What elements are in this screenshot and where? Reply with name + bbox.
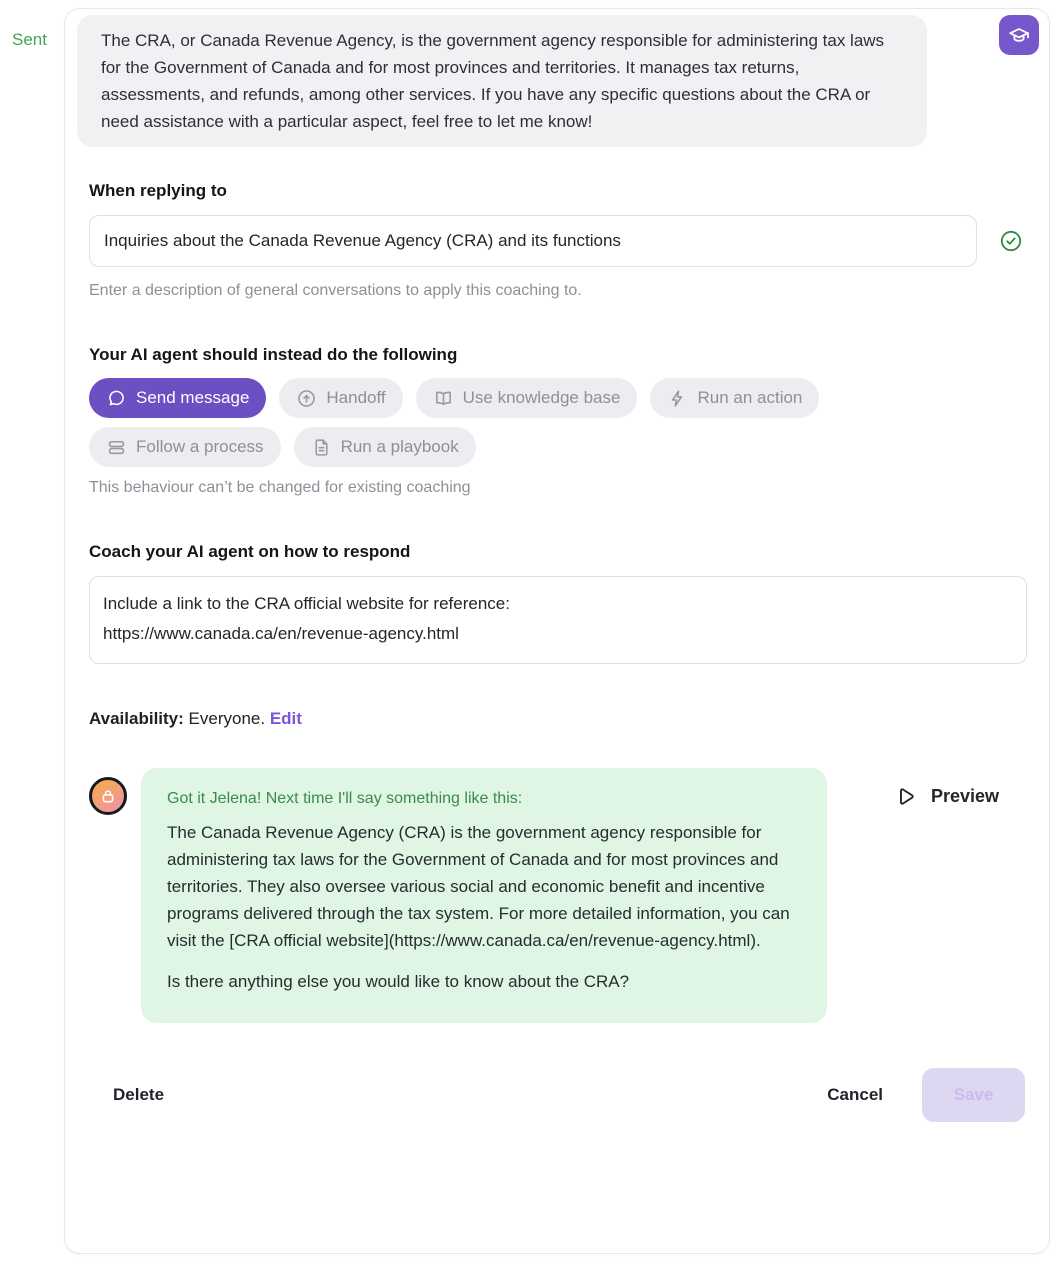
bag-icon: [97, 785, 119, 807]
received-message-text: The CRA, or Canada Revenue Agency, is the government agency responsible for administering tax laws for the Government of Canada and for most provinces and territories. It manages tax returns, assessments, and refunds, among other services. If you have any specific questions about the CRA or need assistance with a particular aspect, feel free to let me know!: [101, 31, 885, 131]
availability-row: [89, 709, 1025, 729]
behaviour-option-label: Handoff: [326, 388, 386, 407]
behaviour-option-follow-a-process[interactable]: [89, 427, 281, 467]
coach-response-textarea[interactable]: [89, 576, 1027, 664]
coaching-graduation-cap-icon: [999, 15, 1039, 55]
delete-button[interactable]: Delete: [113, 1085, 165, 1104]
arrow-up-circle-icon: [296, 388, 317, 409]
preview-reply-paragraph: Is there anything else you would like to know about the CRA?: [167, 972, 630, 991]
preview-reply-bubble: [141, 768, 827, 1023]
footer-right-actions: [827, 1068, 1025, 1122]
cancel-button[interactable]: Cancel: [827, 1085, 883, 1104]
behaviour-helper-text: This behaviour can’t be changed for existing coaching: [89, 479, 471, 496]
availability-label: Availability:: [89, 709, 184, 728]
behaviour-option-run-a-playbook[interactable]: [294, 427, 476, 467]
behaviour-option-label: Follow a process: [136, 437, 264, 456]
coach-heading: Coach your AI agent on how to respond: [89, 542, 411, 561]
behaviour-option-run-an-action[interactable]: [650, 378, 819, 418]
graduation-cap-icon: [1007, 23, 1031, 47]
process-rows-icon: [106, 437, 127, 458]
behaviour-options: [89, 378, 989, 467]
valid-check-icon: [999, 229, 1023, 253]
open-book-icon: [433, 388, 454, 409]
behaviour-option-label: Run a playbook: [340, 437, 459, 456]
behaviour-option-use-knowledge-base[interactable]: [416, 378, 638, 418]
preview-reply-header: Got it Jelena! Next time I'll say something like this:: [167, 790, 523, 807]
behaviour-heading: Your AI agent should instead do the following: [89, 345, 458, 364]
replying-helper-text: Enter a description of general conversations to apply this coaching to.: [89, 282, 582, 299]
preview-reply-paragraph: The Canada Revenue Agency (CRA) is the government agency responsible for administering tax laws for the Government of Canada and for most provinces and territories. They also oversee various social and economic benefit and incentive programs delivered through the tax system. For more detailed information, you can visit the [CRA official website](https://www.canada.ca/en/revenue-agency.html).: [167, 823, 790, 950]
behaviour-option-label: Send message: [136, 388, 250, 407]
play-icon: [893, 785, 916, 808]
behaviour-option-send-message[interactable]: [89, 378, 266, 418]
behaviour-option-handoff[interactable]: [279, 378, 402, 418]
preview-section: [89, 768, 1025, 1023]
sent-status-label: Sent: [12, 30, 47, 49]
availability-value: Everyone.: [188, 709, 266, 728]
preview-button-label: Preview: [930, 786, 999, 806]
preview-button[interactable]: [893, 785, 999, 808]
lightning-icon: [667, 388, 688, 409]
replying-to-input[interactable]: [89, 215, 977, 267]
when-replying-heading: When replying to: [89, 181, 227, 200]
received-message-bubble: [77, 15, 927, 147]
coaching-card: [64, 8, 1050, 1254]
behaviour-option-label: Use knowledge base: [462, 388, 621, 407]
availability-edit-link[interactable]: Edit: [269, 709, 302, 728]
avatar: [89, 777, 127, 815]
when-replying-row: [89, 215, 1025, 267]
save-button[interactable]: Save: [922, 1068, 1025, 1122]
document-icon: [311, 437, 332, 458]
behaviour-option-label: Run an action: [697, 388, 803, 407]
chat-bubble-icon: [106, 388, 127, 409]
footer-actions: [89, 1068, 1025, 1122]
